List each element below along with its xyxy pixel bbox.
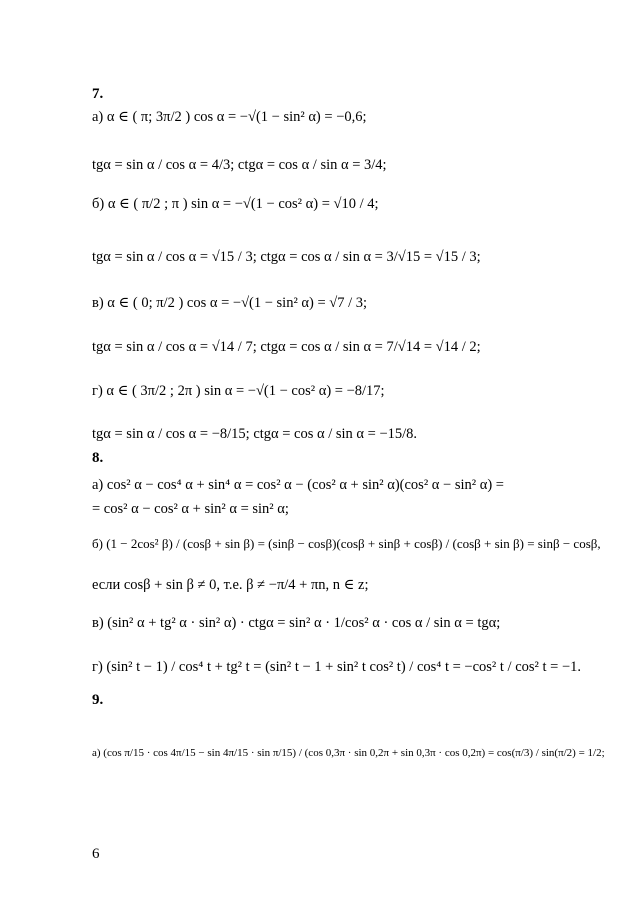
math-line: tgα = sin α / cos α = √15 / 3; ctgα = cos α / sin α = 3/√15 = √15 / 3; [92, 249, 481, 265]
math-line: в) (sin² α + tg² α · sin² α) · ctgα = sin² α · 1/cos² α · cos α / sin α = tgα; [92, 615, 501, 631]
page-number: 6 [92, 846, 100, 862]
math-line: tgα = sin α / cos α = −8/15; ctgα = cos α / sin α = −15/8. [92, 426, 418, 442]
math-line: = cos² α − cos² α + sin² α = sin² α; [92, 501, 289, 517]
math-line: г) α ∈ ( 3π/2 ; 2π ) sin α = −√(1 − cos² α) = −8/17; [92, 383, 385, 399]
math-line: а) α ∈ ( π; 3π/2 ) cos α = −√(1 − sin² α) = −0,6; [92, 109, 367, 125]
section-number: 9. [92, 692, 104, 708]
math-line: б) α ∈ ( π/2 ; π ) sin α = −√(1 − cos² α) = √10 / 4; [92, 196, 379, 212]
math-line: tgα = sin α / cos α = √14 / 7; ctgα = cos α / sin α = 7/√14 = √14 / 2; [92, 339, 481, 355]
math-line: в) α ∈ ( 0; π/2 ) cos α = −√(1 − sin² α) = √7 / 3; [92, 295, 368, 311]
math-line: г) (sin² t − 1) / cos⁴ t + tg² t = (sin² t − 1 + sin² t cos² t) / cos⁴ t = −cos² t / cos² t = −1. [92, 659, 582, 675]
math-line: если cosβ + sin β ≠ 0, т.е. β ≠ −π/4 + πn, n ∈ z; [92, 577, 369, 593]
section-number: 7. [92, 86, 104, 102]
math-line: tgα = sin α / cos α = 4/3; ctgα = cos α / sin α = 3/4; [92, 157, 387, 173]
math-line: а) cos² α − cos⁴ α + sin⁴ α = cos² α − (cos² α + sin² α)(cos² α − sin² α) = [92, 477, 504, 493]
math-line: а) (cos π/15 · cos 4π/15 − sin 4π/15 · sin π/15) / (cos 0,3π · sin 0,2π + sin 0,3π · cos 0,2π) = cos(π/3) / sin(π/2) = 1/2; [92, 747, 605, 759]
math-line: б) (1 − 2cos² β) / (cosβ + sin β) = (sinβ − cosβ)(cosβ + sinβ + cosβ) / (cosβ + sin β) = sinβ − cosβ, [92, 536, 601, 551]
section-number: 8. [92, 450, 104, 466]
